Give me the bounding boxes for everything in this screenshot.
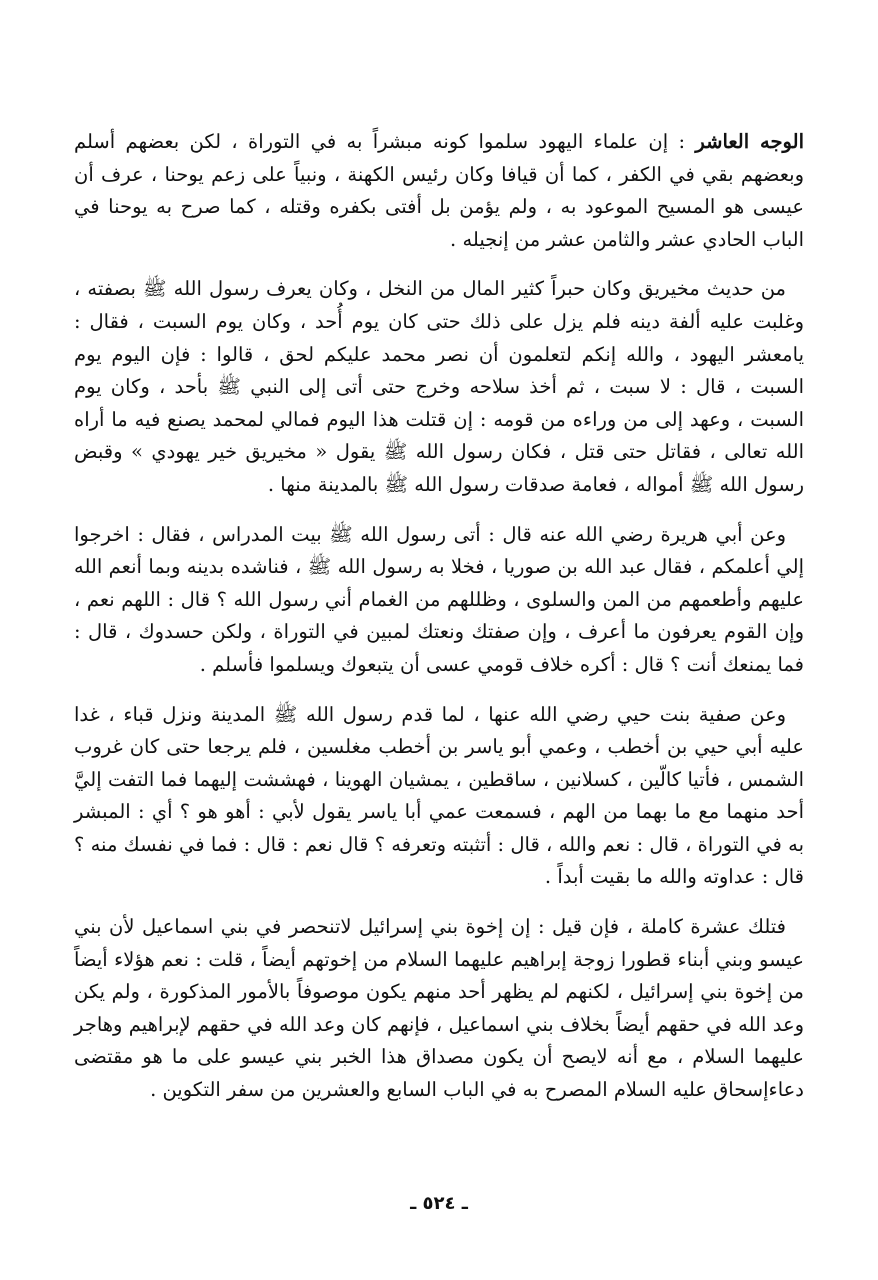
paragraph-tenth-aspect [74,126,804,256]
paragraph-text: فتلك عشرة كاملة ، فإن قيل : إن إخوة بني إسرائيل لاتنحصر في بني اسماعيل لأن بني عيسو وبني أبناء قطورا زوجة إبراهيم عليهما السلام من إخوتهم أيضاً ، قلت : نعم هؤلاء أيضاً من إخوة بني إسرائيل ، لكنهم لم يظهر أحد منهم يكون موصوفاً بالأمور المذكورة ، ولم يكن وعد الله في حقهم أيضاً بخلاف بني اسماعيل ، فإنهم كان وعد الله في حقهم لإبراهيم وهاجر عليهما السلام ، مع أنه لايصح أن يكون مصداق هذا الخبر بني عيسو على ما هو مقتضى دعاءإسحاق عليه السلام المصرح به في الباب السابع والعشرين من سفر التكوين . [74,915,804,1102]
paragraph-text: وعن أبي هريرة رضي الله عنه قال : أتى رسول الله ﷺ بيت المدراس ، فقال : اخرجوا إلي أعلمكم ، فقال عبد الله بن صوريا ، فخلا به رسول الله ﷺ ، فناشده بدينه وبما أنعم الله عليهم وأطعمهم من المن والسلوى ، وظللهم من الغمام أني رسول الله ؟ قال : اللهم نعم ، وإن القوم يعرفون ما أعرف ، وإن صفتك ونعتك لمبين في التوراة ، ولكن حسدوك ، قال : فما يمنعك أنت ؟ قال : أكره خلاف قومي عسى أن يتبعوك ويسلموا فأسلم . [74,522,804,676]
paragraph-text: وعن صفية بنت حيي رضي الله عنها ، لما قدم رسول الله ﷺ المدينة ونزل قباء ، غدا عليه أبي حيي بن أخطب ، وعمي أبو ياسر بن أخطب مغلسين ، فلم يرجعا حتى كان غروب الشمس ، فأتيا كالّين ، كسلانين ، ساقطين ، يمشيان الهوينا ، فهششت إليهما فما التفت إليَّ أحد منهما مع ما بهما من الهم ، فسمعت عمي أبا ياسر يقول لأبي : أهو هو ؟ أي : المبشر به في التوراة ، قال : نعم والله ، قال : أتثبته وتعرفه ؟ قال نعم : قال : فما في نفسك منه ؟ قال : عداوته والله ما بقيت أبداً . [74,702,804,889]
paragraph-conclusion [74,911,804,1107]
page-number: ـ ٥٢٤ ـ [410,1193,468,1214]
paragraph-abu-hurayra [74,519,804,682]
section-heading: الوجه العاشر [695,130,804,153]
body-text [74,126,804,1124]
paragraph-text: : إن علماء اليهود سلموا كونه مبشراً به في التوراة ، لكن بعضهم أسلم وبعضهم بقي في الكفر ، كما أن قيافا وكان رئيس الكهنة ، ونبياً على زعم يوحنا ، عرف أن عيسى هو المسيح الموعود به ، ولم يؤمن بل أفتى بكفره وقتله ، كما صرح به يوحنا في الباب الحادي عشر والثامن عشر من إنجيله . [74,130,804,251]
paragraph-text: من حديث مخيريق وكان حبراً كثير المال من النخل ، وكان يعرف رسول الله ﷺ بصفته ، وغلبت عليه ألفة دينه فلم يزل على ذلك حتى كان يوم أُحد ، وكان يوم السبت ، فقال : يامعشر اليهود ، والله إنكم لتعلمون أن نصر محمد عليكم لحق ، قالوا : فإن اليوم يوم السبت ، قال : لا سبت ، ثم أخذ سلاحه وخرج حتى أتى إلى النبي ﷺ بأحد ، وكان يوم السبت ، وعهد إلى من وراءه من قومه : إن قتلت هذا اليوم فمالي لمحمد يصنع فيه ما أراه الله تعالى ، فقاتل حتى قتل ، فكان رسول الله ﷺ يقول « مخيريق خير يهودي » وقبض رسول الله ﷺ أمواله ، فعامة صدقات رسول الله ﷺ بالمدينة منها . [74,277,804,496]
paragraph-safiyya [74,699,804,895]
paragraph-mukhayriq [74,273,804,501]
